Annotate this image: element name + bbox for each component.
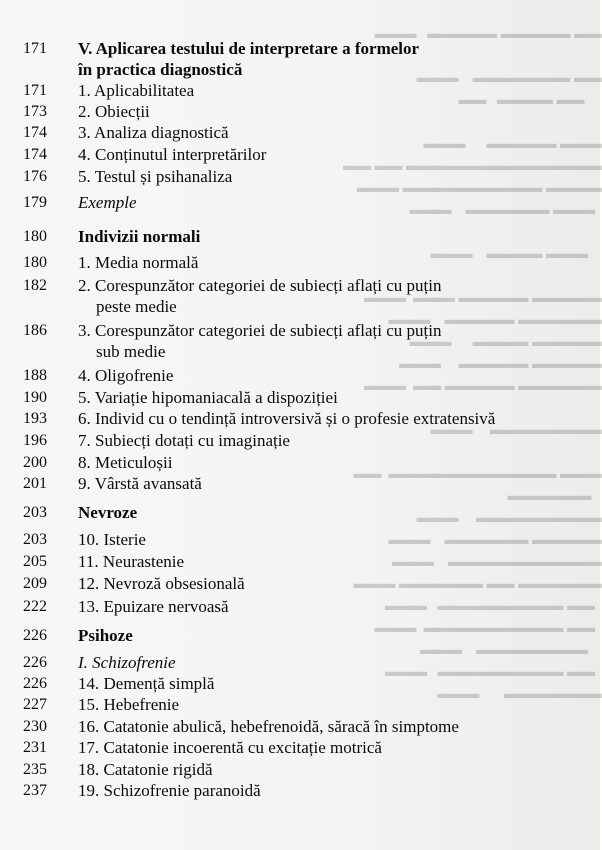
page-number: 226: [23, 627, 47, 644]
toc-entry: [0, 737, 600, 759]
entry-title: 1. Media normală: [78, 253, 199, 272]
toc-entry: [0, 101, 600, 123]
entry-title: 5. Testul și psihanaliza: [78, 167, 233, 186]
toc-entry: [0, 759, 600, 781]
page-number: 174: [23, 124, 47, 141]
page-number: 176: [23, 168, 47, 185]
toc-entry: [0, 365, 600, 387]
toc-entry: [0, 122, 600, 144]
page-number: 179: [23, 194, 47, 211]
entry-title: 4. Conținutul interpretărilor: [78, 145, 267, 164]
toc-entry: [0, 275, 600, 297]
toc-entry: [0, 694, 600, 716]
entry-title: 3. Corespunzător categoriei de subiecți aflați cu puțin: [78, 321, 442, 340]
page-number: 231: [23, 739, 47, 756]
toc-entry: [0, 529, 600, 551]
page-number: 235: [23, 761, 47, 778]
page-number: 171: [23, 82, 47, 99]
page-number: 200: [23, 454, 47, 471]
page-number: 186: [23, 322, 47, 339]
page-number: 190: [23, 389, 47, 406]
entry-title-continued: sub medie: [96, 342, 166, 361]
entry-title: 3. Analiza diagnostică: [78, 123, 229, 142]
toc-entry: [0, 780, 600, 802]
toc-entry: [0, 387, 600, 409]
page-number: 188: [23, 367, 47, 384]
entry-title: 19. Schizofrenie paranoidă: [78, 781, 261, 800]
entry-title: 18. Catatonie rigidă: [78, 760, 213, 779]
toc-entry: [0, 252, 600, 274]
toc-entry: [0, 320, 600, 342]
page-number: 227: [23, 696, 47, 713]
toc-entry: [0, 144, 600, 166]
entry-title: 2. Obiecții: [78, 102, 150, 121]
toc-entry-continued: [0, 296, 600, 318]
page-number: 174: [23, 146, 47, 163]
page-number: 205: [23, 553, 47, 570]
page-number: 230: [23, 718, 47, 735]
page-number: 226: [23, 675, 47, 692]
entry-title: 2. Corespunzător categoriei de subiecți aflați cu puțin: [78, 276, 442, 295]
entry-title: 11. Neurastenie: [78, 552, 185, 571]
show-through-texture: ▬▬ ▬▬▬▬▬ ▬▬▬▬▬ ▬▬▬ ▬▬ ▬▬▬▬▬▬▬ ▬▬▬ ▬▬ ▬▬▬▬ ▬▬ ▬▬▬ ▬▬▬▬▬ ▬▬▬ ▬▬▬▬▬▬▬▬▬▬▬▬▬▬ ▬▬ ▬▬ ▬▬▬▬ ▬▬▬▬▬▬▬▬▬▬ ▬▬▬ ▬▬▬ ▬▬▬▬▬▬ ▬▬▬ ▬▬▬ ▬▬▬▬ ▬▬▬ ▬▬▬▬▬ ▬▬▬▬▬ ▬▬▬ ▬▬▬ ▬▬▬▬▬▬ ▬▬▬▬▬ ▬▬▬ ▬▬▬▬▬ ▬▬▬▬ ▬▬▬ ▬▬▬▬▬ ▬▬▬▬▬ ▬▬▬ ▬▬▬▬▬▬ ▬▬▬▬▬ ▬▬ ▬▬▬ ▬▬▬▬▬▬▬▬ ▬▬▬ ▬▬▬ ▬▬▬▬▬▬▬▬▬▬▬▬ ▬▬ ▬▬▬▬▬▬ ▬▬▬▬▬▬▬▬▬ ▬▬▬ ▬▬▬▬▬ ▬▬▬▬▬▬ ▬▬▬ ▬▬▬▬▬▬▬▬▬▬▬ ▬▬▬ ▬▬▬▬▬▬ ▬▬ ▬▬▬▬▬▬ ▬▬▬ ▬▬ ▬▬▬▬▬▬▬▬▬ ▬▬▬ ▬▬ ▬▬▬▬▬▬▬▬▬▬ ▬▬▬ ▬▬▬▬▬▬▬▬ ▬▬▬ ▬▬ ▬▬▬▬▬▬▬▬▬ ▬▬▬ ▬▬▬▬▬▬▬ ▬▬▬: [343, 27, 602, 702]
toc-entry: [0, 473, 600, 495]
toc-entry: [0, 166, 600, 188]
entry-title: 6. Individ cu o tendință introversivă și o profesie extratensivă: [78, 409, 496, 428]
toc-entry: [0, 430, 600, 452]
entry-title: 10. Isterie: [78, 530, 146, 549]
toc-entry-chapter: [0, 38, 600, 60]
page-number: 222: [23, 598, 47, 615]
page-number: 201: [23, 475, 47, 492]
page-number: 209: [23, 575, 47, 592]
entry-title: 15. Hebefrenie: [78, 695, 180, 714]
section-title: I. Schizofrenie: [78, 653, 176, 672]
entry-title: 8. Meticuloșii: [78, 453, 173, 472]
entry-title: 12. Nevroză obsesională: [78, 574, 245, 593]
toc-entry-section: [0, 192, 600, 214]
toc-entry: [0, 573, 600, 595]
entry-title-continued: peste medie: [96, 297, 177, 316]
toc-entry-heading: [0, 625, 600, 647]
section-title: Exemple: [78, 193, 137, 212]
heading-title: Nevroze: [78, 503, 138, 522]
page-number: 182: [23, 277, 47, 294]
chapter-title: V. Aplicarea testului de interpretare a formelor: [78, 39, 420, 58]
toc-entry: [0, 716, 600, 738]
page-number: 171: [23, 40, 47, 57]
toc-entry-heading: [0, 502, 600, 524]
toc-entry-heading: [0, 226, 600, 248]
toc-entry: [0, 452, 600, 474]
page-number: 193: [23, 410, 47, 427]
heading-title: Psihoze: [78, 626, 133, 645]
toc-entry: [0, 596, 600, 618]
toc-entry-section: [0, 652, 600, 674]
entry-title: 1. Aplicabilitatea: [78, 81, 195, 100]
page-number: 196: [23, 432, 47, 449]
toc-entry: [0, 408, 600, 430]
page-number: 180: [23, 254, 47, 271]
entry-title: 17. Catatonie incoerentă cu excitație motrică: [78, 738, 382, 757]
toc-entry: [0, 673, 600, 695]
entry-title: 14. Demență simplă: [78, 674, 215, 693]
chapter-title-continued: în practica diagnostică: [78, 60, 243, 79]
toc-entry: [0, 551, 600, 573]
entry-title: 16. Catatonie abulică, hebefrenoidă, săracă în simptome: [78, 717, 459, 736]
entry-title: 13. Epuizare nervoasă: [78, 597, 229, 616]
entry-title: 7. Subiecți dotați cu imaginație: [78, 431, 290, 450]
page-number: 203: [23, 504, 47, 521]
page-number: 203: [23, 531, 47, 548]
page-number: 180: [23, 228, 47, 245]
toc-entry: [0, 80, 600, 102]
toc-entry-chapter-continued: [0, 59, 600, 81]
page-number: 226: [23, 654, 47, 671]
entry-title: 4. Oligofrenie: [78, 366, 174, 385]
page-number: 173: [23, 103, 47, 120]
entry-title: 5. Variație hipomaniacală a dispoziției: [78, 388, 338, 407]
toc-entry-continued: [0, 341, 600, 363]
heading-title: Indivizii normali: [78, 227, 201, 246]
page-number: 237: [23, 782, 47, 799]
entry-title: 9. Vârstă avansată: [78, 474, 202, 493]
